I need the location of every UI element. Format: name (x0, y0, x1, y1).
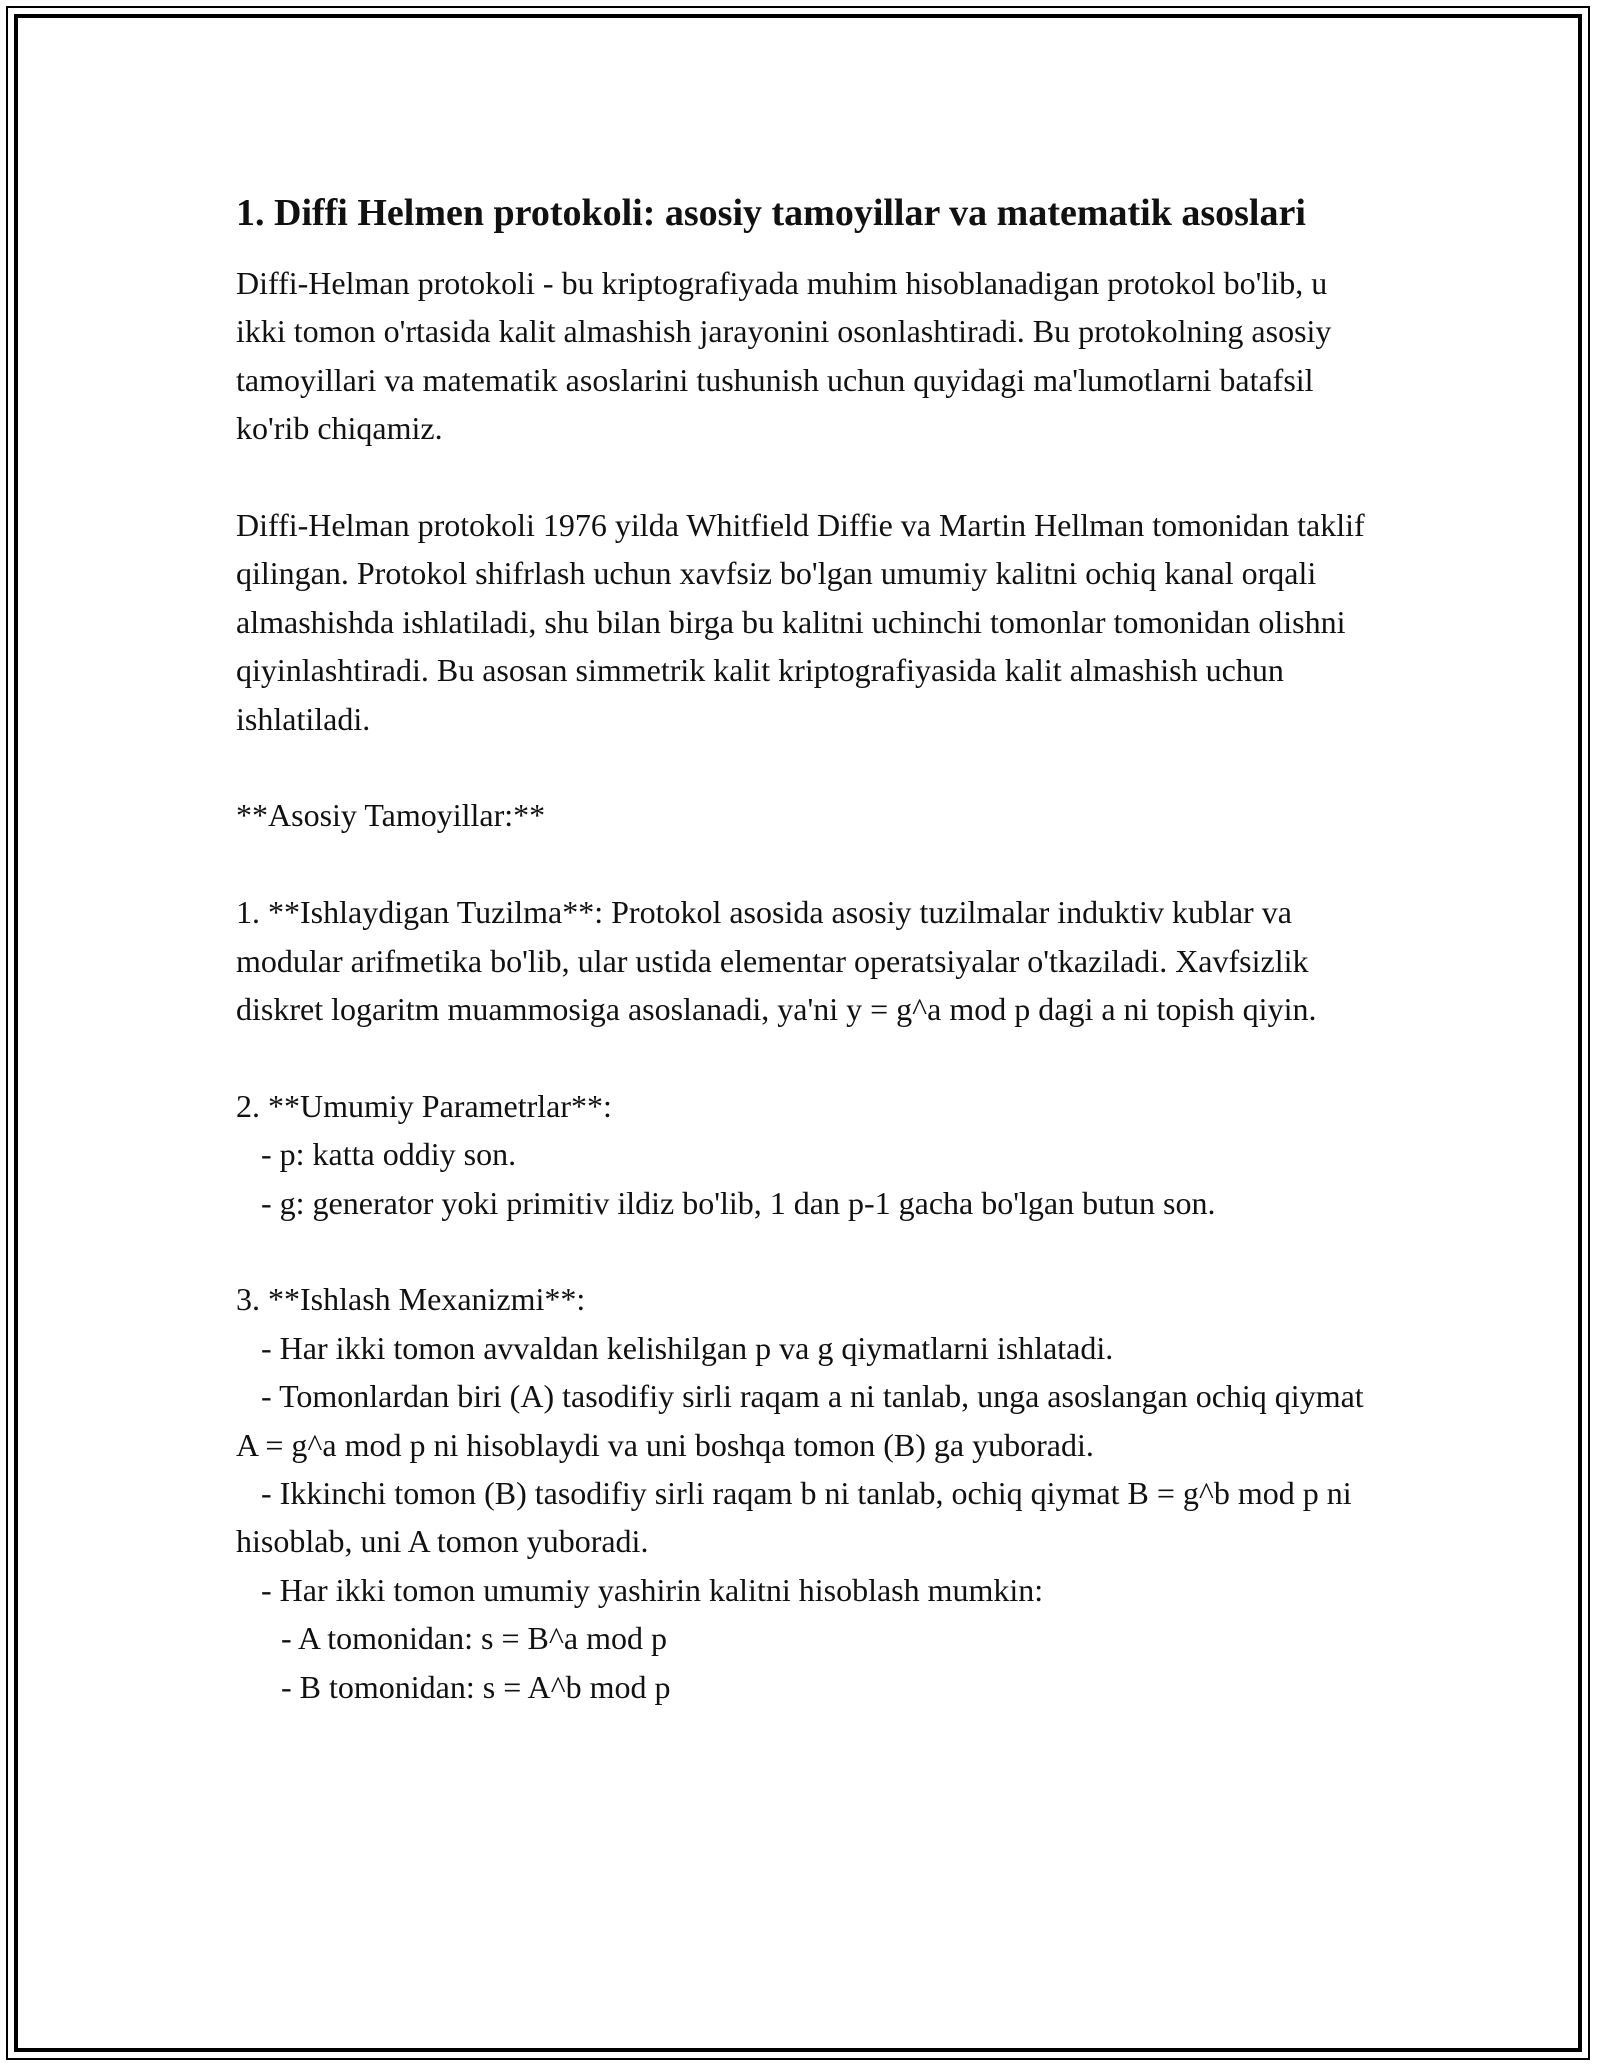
paragraph-gap (236, 1227, 1366, 1275)
paragraph-gap (236, 1033, 1366, 1081)
principle-item-1: 1. **Ishlaydigan Tuzilma**: Protokol asosida asosiy tuzilmalar induktiv kublar va modular arifmetika bo'lib, ular ustida elementar operatsiyalar o'tkaziladi. Xavfsizlik diskret logaritm muammosiga asoslanadi, ya'ni y = g^a mod p dagi a ni topish qiyin. (236, 894, 1317, 1028)
paragraph-gap (236, 743, 1366, 791)
principle-item-2-heading: 2. **Umumiy Parametrlar**: (236, 1087, 612, 1124)
mechanism-step-4 (236, 1566, 1366, 1614)
intro-paragraph: Diffi-Helman protokoli - bu kriptografiyada muhim hisoblanadigan protokol bo'lib, u ikki tomon o'rtasida kalit almashish jarayonini osonlashtiradi. Bu protokolning asosiy tamoyillari va matematik asoslarini tushunish uchun quyidagi ma'lumotlarni batafsil ko'rib chiqamiz. (236, 265, 1332, 447)
paragraph-gap (236, 840, 1366, 888)
parameter-g: - g: generator yoki primitiv ildiz bo'lib, 1 dan p-1 gacha bo'lgan butun son. (261, 1184, 1216, 1221)
mechanism-step-3 (236, 1469, 1366, 1566)
mechanism-step-1-text: - Har ikki tomon avvaldan kelishilgan p va g qiymatlarni ishlatadi. (261, 1329, 1114, 1366)
parameter-p: - p: katta oddiy son. (261, 1136, 517, 1173)
shared-key-b-side: - B tomonidan: s = A^b mod p (281, 1668, 671, 1705)
mechanism-step-4-text: - Har ikki tomon umumiy yashirin kalitni hisoblash mumkin: (261, 1571, 1044, 1608)
mechanism-step-2 (236, 1372, 1366, 1469)
mechanism-step-2-text: - Tomonlardan biri (A) tasodifiy sirli raqam a ni tanlab, unga asoslangan ochiq qiymat A = g^a mod p ni hisoblaydi va uni boshqa tomon (B) ga yuboradi. (236, 1378, 1364, 1463)
mechanism-step-1 (236, 1324, 1366, 1372)
paragraph-gap (236, 453, 1366, 501)
document-body (236, 186, 1366, 1711)
document-title: 1. Diffi Helmen protokoli: asosiy tamoyillar va matematik asoslari (236, 192, 1306, 234)
principle-item-3-heading: 3. **Ishlash Mexanizmi**: (236, 1281, 586, 1318)
history-paragraph: Diffi-Helman protokoli 1976 yilda Whitfield Diffie va Martin Hellman tomonidan taklif qilingan. Protokol shifrlash uchun xavfsiz bo'lgan umumiy kalitni ochiq kanal orqali almashishda ishlatiladi, shu bilan birga bu kalitni uchinchi tomonlar tomonidan olishni qiyinlashtiradi. Bu asosan simmetrik kalit kriptografiyasida kalit almashish uchun ishlatiladi. (236, 507, 1365, 737)
principles-heading: **Asosiy Tamoyillar:** (236, 797, 546, 834)
mechanism-step-3-text: - Ikkinchi tomon (B) tasodifiy sirli raqam b ni tanlab, ochiq qiymat B = g^b mod p ni hisoblab, uni A tomon yuboradi. (236, 1475, 1352, 1560)
shared-key-a-side: - A tomonidan: s = B^a mod p (281, 1620, 667, 1657)
